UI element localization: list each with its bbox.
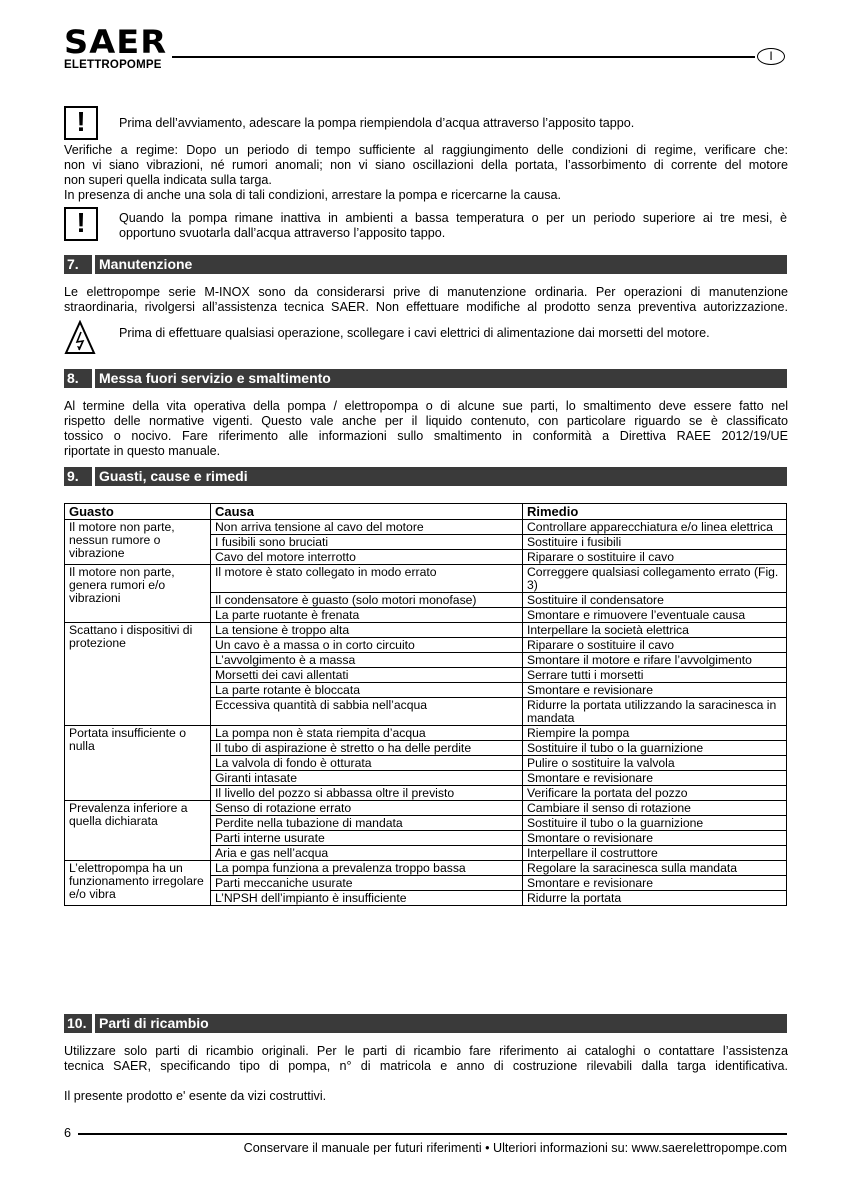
table-row [65,726,787,741]
cause-cell: Il condensatore è guasto (solo motori monofase) [211,593,523,608]
section-title: Manutenzione [95,255,787,274]
remedy-cell: Ridurre la portata utilizzando la saracinesca in mandata [523,698,787,726]
remedy-cell: Sostituire il tubo o la guarnizione [523,741,787,756]
remedy-cell: Interpellare il costruttore [523,846,787,861]
cause-cell: Il motore è stato collegato in modo errato [211,565,523,593]
fault-cell: Il motore non parte, genera rumori e/o vibrazioni [65,565,211,623]
section-number: 10. [64,1014,92,1033]
remedy-cell: Controllare apparecchiatura e/o linea elettrica [523,520,787,535]
remedy-cell: Smontare e rimuovere l’eventuale causa [523,608,787,623]
remedy-cell: Riparare o sostituire il cavo [523,638,787,653]
cause-cell: Perdite nella tubazione di mandata [211,816,523,831]
language-badge: I [757,48,785,65]
cause-cell: I fusibili sono bruciati [211,535,523,550]
cause-cell: Senso di rotazione errato [211,801,523,816]
fault-cell: Il motore non parte, nessun rumore o vibrazione [65,520,211,565]
section-title: Messa fuori servizio e smaltimento [95,369,787,388]
cause-cell: La parte rotante è bloccata [211,683,523,698]
remedy-cell: Smontare il motore e rifare l’avvolgimento [523,653,787,668]
cause-cell: La pompa funziona a prevalenza troppo bassa [211,861,523,876]
warning-icon: ! [64,207,98,241]
remedy-cell: Smontare e revisionare [523,683,787,698]
remedy-cell: Verificare la portata del pozzo [523,786,787,801]
footer-rule [78,1133,787,1135]
cause-cell: Il livello del pozzo si abbassa oltre il previsto [211,786,523,801]
cause-cell: Parti meccaniche usurate [211,876,523,891]
section-heading [64,1014,787,1033]
remedy-cell: Sostituire i fusibili [523,535,787,550]
table-row [65,861,787,876]
cause-cell: L’avvolgimento è a massa [211,653,523,668]
remedy-cell: Regolare la saracinesca sulla mandata [523,861,787,876]
section-heading [64,369,787,388]
cause-cell: Morsetti dei cavi allentati [211,668,523,683]
warning-icon: ! [64,106,98,140]
column-header: Causa [211,504,523,520]
fault-cell: Prevalenza inferiore a quella dichiarata [65,801,211,861]
column-header: Guasto [65,504,211,520]
electric-hazard-icon [64,320,96,356]
remedy-cell: Serrare tutti i morsetti [523,668,787,683]
remedy-cell: Ridurre la portata [523,891,787,906]
cause-cell: L’NPSH dell’impianto è insufficiente [211,891,523,906]
table-row [65,623,787,638]
remedy-cell: Riparare o sostituire il cavo [523,550,787,565]
cause-cell: Cavo del motore interrotto [211,550,523,565]
header-rule [172,56,755,58]
troubleshooting-table [64,503,787,906]
brand-subtitle: ELETTROPOMPE [64,59,162,71]
remedy-cell: Smontare e revisionare [523,876,787,891]
section-number: 8. [64,369,92,388]
remedy-cell: Correggere qualsiasi collegamento errato (Fig. 3) [523,565,787,593]
section-heading [64,255,787,274]
regime-paragraph: Verifiche a regime: Dopo un periodo di tempo sufficiente al raggiungimento delle condizioni di regime, verificare che: non vi siano vibrazioni, né rumori anomali; non vi siano oscillazioni della portata, l’assorbimento di corrente del motore non superi quella indicata sulla targa. In presenza di anche una sola di tali condizioni, arrestare la pompa e ricercarne la causa. [64,143,788,202]
cause-cell: La tensione è troppo alta [211,623,523,638]
remedy-cell: Smontare e revisionare [523,771,787,786]
footer-text: Conservare il manuale per futuri riferimenti • Ulteriori informazioni su: www.saerelettropompe.com [243,1141,787,1155]
cause-cell: Il tubo di aspirazione è stretto o ha delle perdite [211,741,523,756]
product-note: Il presente prodotto e' esente da vizi costruttivi. [64,1089,327,1103]
page-number: 6 [64,1126,72,1140]
remedy-cell: Riempire la pompa [523,726,787,741]
maintenance-paragraph: Le elettropompe serie M-INOX sono da considerarsi prive di manutenzione ordinaria. Per operazioni di manutenzione straordinaria, rivolgersi all’assistenza tecnica SAER. Non effettuare modifiche al prodotto senza preventiva autorizzazione. [64,285,788,314]
brand-name: SAER [64,23,168,61]
section-title: Guasti, cause e rimedi [95,467,787,486]
fault-cell: Scattano i dispositivi di protezione [65,623,211,726]
fault-cell: Portata insufficiente o nulla [65,726,211,801]
disposal-paragraph: Al termine della vita operativa della pompa / elettropompa o di alcune sue parti, lo smaltimento deve essere fatto nel rispetto delle normative vigenti. Questo vale anche per il liquido contenuto, con particolare riguardo se è classificato tossico o nocivo. Fare riferimento alle informazioni sullo smaltimento in conformità a Direttiva RAEE 2012/19/UE riportate in questo manuale. [64,399,788,458]
cause-cell: Aria e gas nell’acqua [211,846,523,861]
table-row [65,801,787,816]
table-row [65,520,787,535]
remedy-cell: Sostituire il condensatore [523,593,787,608]
remedy-cell: Smontare o revisionare [523,831,787,846]
cause-cell: La valvola di fondo è otturata [211,756,523,771]
cause-cell: Un cavo è a massa o in corto circuito [211,638,523,653]
table-row [65,565,787,593]
spare-parts-paragraph: Utilizzare solo parti di ricambio originali. Per le parti di ricambio fare riferimento ai cataloghi o contattare l’assistenza tecnica SAER, specificando tipo di pompa, n° di matricola e anno di costruzione rilevabili dalla targa identificativa. [64,1044,788,1073]
column-header: Rimedio [523,504,787,520]
cause-cell: Giranti intasate [211,771,523,786]
section-number: 7. [64,255,92,274]
remedy-cell: Pulire o sostituire la valvola [523,756,787,771]
cause-cell: Non arriva tensione al cavo del motore [211,520,523,535]
warning-text: Quando la pompa rimane inattiva in ambienti a bassa temperatura o per un periodo superiore ai tre mesi, è opportuno svuotarla dall’acqua attraverso l’apposito tappo. [119,211,787,240]
cause-cell: La pompa non è stata riempita d’acqua [211,726,523,741]
warning-text: Prima dell’avviamento, adescare la pompa riempiendola d’acqua attraverso l’apposito tappo. [119,116,635,130]
remedy-cell: Interpellare la società elettrica [523,623,787,638]
fault-cell: L’elettropompa ha un funzionamento irregolare e/o vibra [65,861,211,906]
cause-cell: Parti interne usurate [211,831,523,846]
remedy-cell: Cambiare il senso di rotazione [523,801,787,816]
section-title: Parti di ricambio [95,1014,787,1033]
section-heading [64,467,787,486]
section-number: 9. [64,467,92,486]
warning-text: Prima di effettuare qualsiasi operazione, scollegare i cavi elettrici di alimentazione dai morsetti del motore. [119,326,710,340]
remedy-cell: Sostituire il tubo o la guarnizione [523,816,787,831]
cause-cell: Eccessiva quantità di sabbia nell’acqua [211,698,523,726]
cause-cell: La parte ruotante è frenata [211,608,523,623]
brand-logo [64,23,168,72]
